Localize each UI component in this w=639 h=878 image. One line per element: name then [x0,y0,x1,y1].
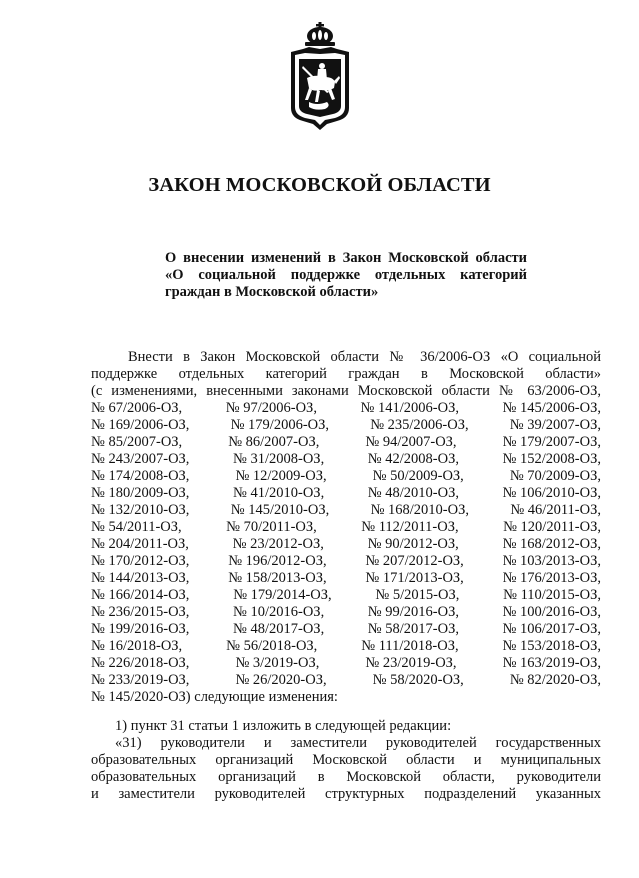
law-reference: № 153/2018-ОЗ, [502,638,601,654]
law-reference: № 42/2008-ОЗ, [367,451,459,467]
law-subtitle [165,250,527,301]
law-reference: № 236/2015-ОЗ, [91,604,190,620]
law-reference: № 132/2010-ОЗ, [91,502,190,518]
law-reference: № 58/2020-ОЗ, [372,672,464,688]
law-reference: № 5/2015-ОЗ, [375,587,460,603]
law-row [91,417,601,434]
law-reference: № 180/2009-ОЗ, [91,485,190,501]
law-row [91,400,601,417]
law-reference: № 48/2010-ОЗ, [367,485,459,501]
law-reference: № 23/2019-ОЗ, [365,655,457,671]
law-reference: № 23/2012-ОЗ, [232,536,324,552]
law-reference: № 170/2012-ОЗ, [91,553,190,569]
law-reference: № 31/2008-ОЗ, [233,451,325,467]
law-reference: № 54/2011-ОЗ, [91,519,182,535]
law-reference: № 39/2007-ОЗ, [509,417,601,433]
law-row [91,587,601,604]
law-reference: № 111/2018-ОЗ, [361,638,459,654]
quote-line: образовательных организаций в Московской области, руководители [91,769,601,785]
law-reference: № 3/2019-ОЗ, [235,655,320,671]
law-reference: № 168/2010-ОЗ, [370,502,469,518]
law-row [91,672,601,689]
law-row [91,621,601,638]
law-reference: № 152/2008-ОЗ, [502,451,601,467]
law-reference: № 16/2018-ОЗ, [91,638,183,654]
law-reference: № 168/2012-ОЗ, [502,536,601,552]
law-reference: № 70/2011-ОЗ, [226,519,317,535]
subtitle-line: граждан в Московской области» [165,284,379,300]
law-reference: № 199/2016-ОЗ, [91,621,190,637]
law-reference: № 145/2006-ОЗ, [502,400,601,416]
document-title: ЗАКОН МОСКОВСКОЙ ОБЛАСТИ [148,174,491,196]
law-row [91,451,601,468]
law-reference: № 50/2009-ОЗ, [372,468,464,484]
quote-line: образовательных организаций Московской области и муниципальных [91,752,601,768]
law-reference: № 144/2013-ОЗ, [91,570,190,586]
law-reference: № 94/2007-ОЗ, [365,434,457,450]
law-reference: № 176/2013-ОЗ, [502,570,601,586]
law-reference: № 196/2012-ОЗ, [228,553,327,569]
item-1: 1) пункт 31 статьи 1 изложить в следующей редакции: [115,718,452,734]
subtitle-line: «О социальной поддержке отдельных категорий [165,267,527,283]
law-reference: № 41/2010-ОЗ, [233,485,325,501]
law-reference: № 99/2016-ОЗ, [367,604,459,620]
intro-line: Внести в Закон Московской области № 36/2006-ОЗ «О социальной [128,349,601,365]
law-reference: № 106/2017-ОЗ, [502,621,601,637]
law-reference: № 179/2014-ОЗ, [233,587,332,603]
law-row [91,434,601,451]
law-reference: № 169/2006-ОЗ, [91,417,190,433]
law-row [91,655,601,672]
law-reference: № 233/2019-ОЗ, [91,672,190,688]
law-row [91,502,601,519]
subtitle-line: О внесении изменений в Закон Московской области [165,250,527,266]
law-reference: № 204/2011-ОЗ, [91,536,189,552]
law-reference: № 100/2016-ОЗ, [502,604,601,620]
law-reference: № 46/2011-ОЗ, [510,502,601,518]
law-reference: № 12/2009-ОЗ, [235,468,327,484]
law-reference: № 179/2007-ОЗ, [502,434,601,450]
law-reference: № 97/2006-ОЗ, [225,400,317,416]
law-reference: № 171/2013-ОЗ, [365,570,464,586]
law-reference: № 48/2017-ОЗ, [233,621,325,637]
law-reference: № 120/2011-ОЗ, [503,519,601,535]
law-reference: № 207/2012-ОЗ, [365,553,464,569]
intro-line: (с изменениями, внесенными законами Московской области № 63/2006-ОЗ, [91,383,601,399]
law-reference: № 110/2015-ОЗ, [503,587,601,603]
law-row [91,570,601,587]
law-reference: № 67/2006-ОЗ, [91,400,183,416]
law-reference: № 235/2006-ОЗ, [370,417,469,433]
law-reference: № 86/2007-ОЗ, [228,434,320,450]
law-row [91,638,601,655]
law-reference: № 166/2014-ОЗ, [91,587,190,603]
law-row [91,604,601,621]
quote-line: «31) руководители и заместители руководителей государственных [115,735,601,751]
law-reference: № 163/2019-ОЗ, [502,655,601,671]
law-reference: № 26/2020-ОЗ, [235,672,327,688]
law-reference: № 106/2010-ОЗ, [502,485,601,501]
law-reference: № 70/2009-ОЗ, [509,468,601,484]
law-reference: № 158/2013-ОЗ, [228,570,327,586]
moscow-oblast-coat-of-arms [285,22,355,134]
intro-line: поддержке отдельных категорий граждан в Московской области» [91,366,601,382]
law-reference: № 145/2010-ОЗ, [230,502,330,518]
amending-laws-list [91,400,601,689]
law-reference: № 58/2017-ОЗ, [367,621,459,637]
law-reference: № 90/2012-ОЗ, [367,536,459,552]
law-reference: № 243/2007-ОЗ, [91,451,190,467]
law-row [91,553,601,570]
law-reference: № 82/2020-ОЗ, [509,672,601,688]
quote-line: и заместители руководителей структурных подразделений указанных [91,786,601,802]
intro-end-line: № 145/2020-ОЗ) следующие изменения: [91,689,338,705]
law-reference: № 141/2006-ОЗ, [360,400,459,416]
law-row [91,519,601,536]
law-reference: № 10/2016-ОЗ, [233,604,325,620]
law-reference: № 226/2018-ОЗ, [91,655,190,671]
law-reference: № 103/2013-ОЗ, [502,553,601,569]
law-row [91,485,601,502]
law-row [91,468,601,485]
law-row [91,536,601,553]
law-reference: № 174/2008-ОЗ, [91,468,190,484]
law-body [91,349,601,803]
law-reference: № 85/2007-ОЗ, [91,434,183,450]
law-reference: № 56/2018-ОЗ, [226,638,318,654]
law-reference: № 179/2006-ОЗ, [230,417,330,433]
law-reference: № 112/2011-ОЗ, [361,519,459,535]
